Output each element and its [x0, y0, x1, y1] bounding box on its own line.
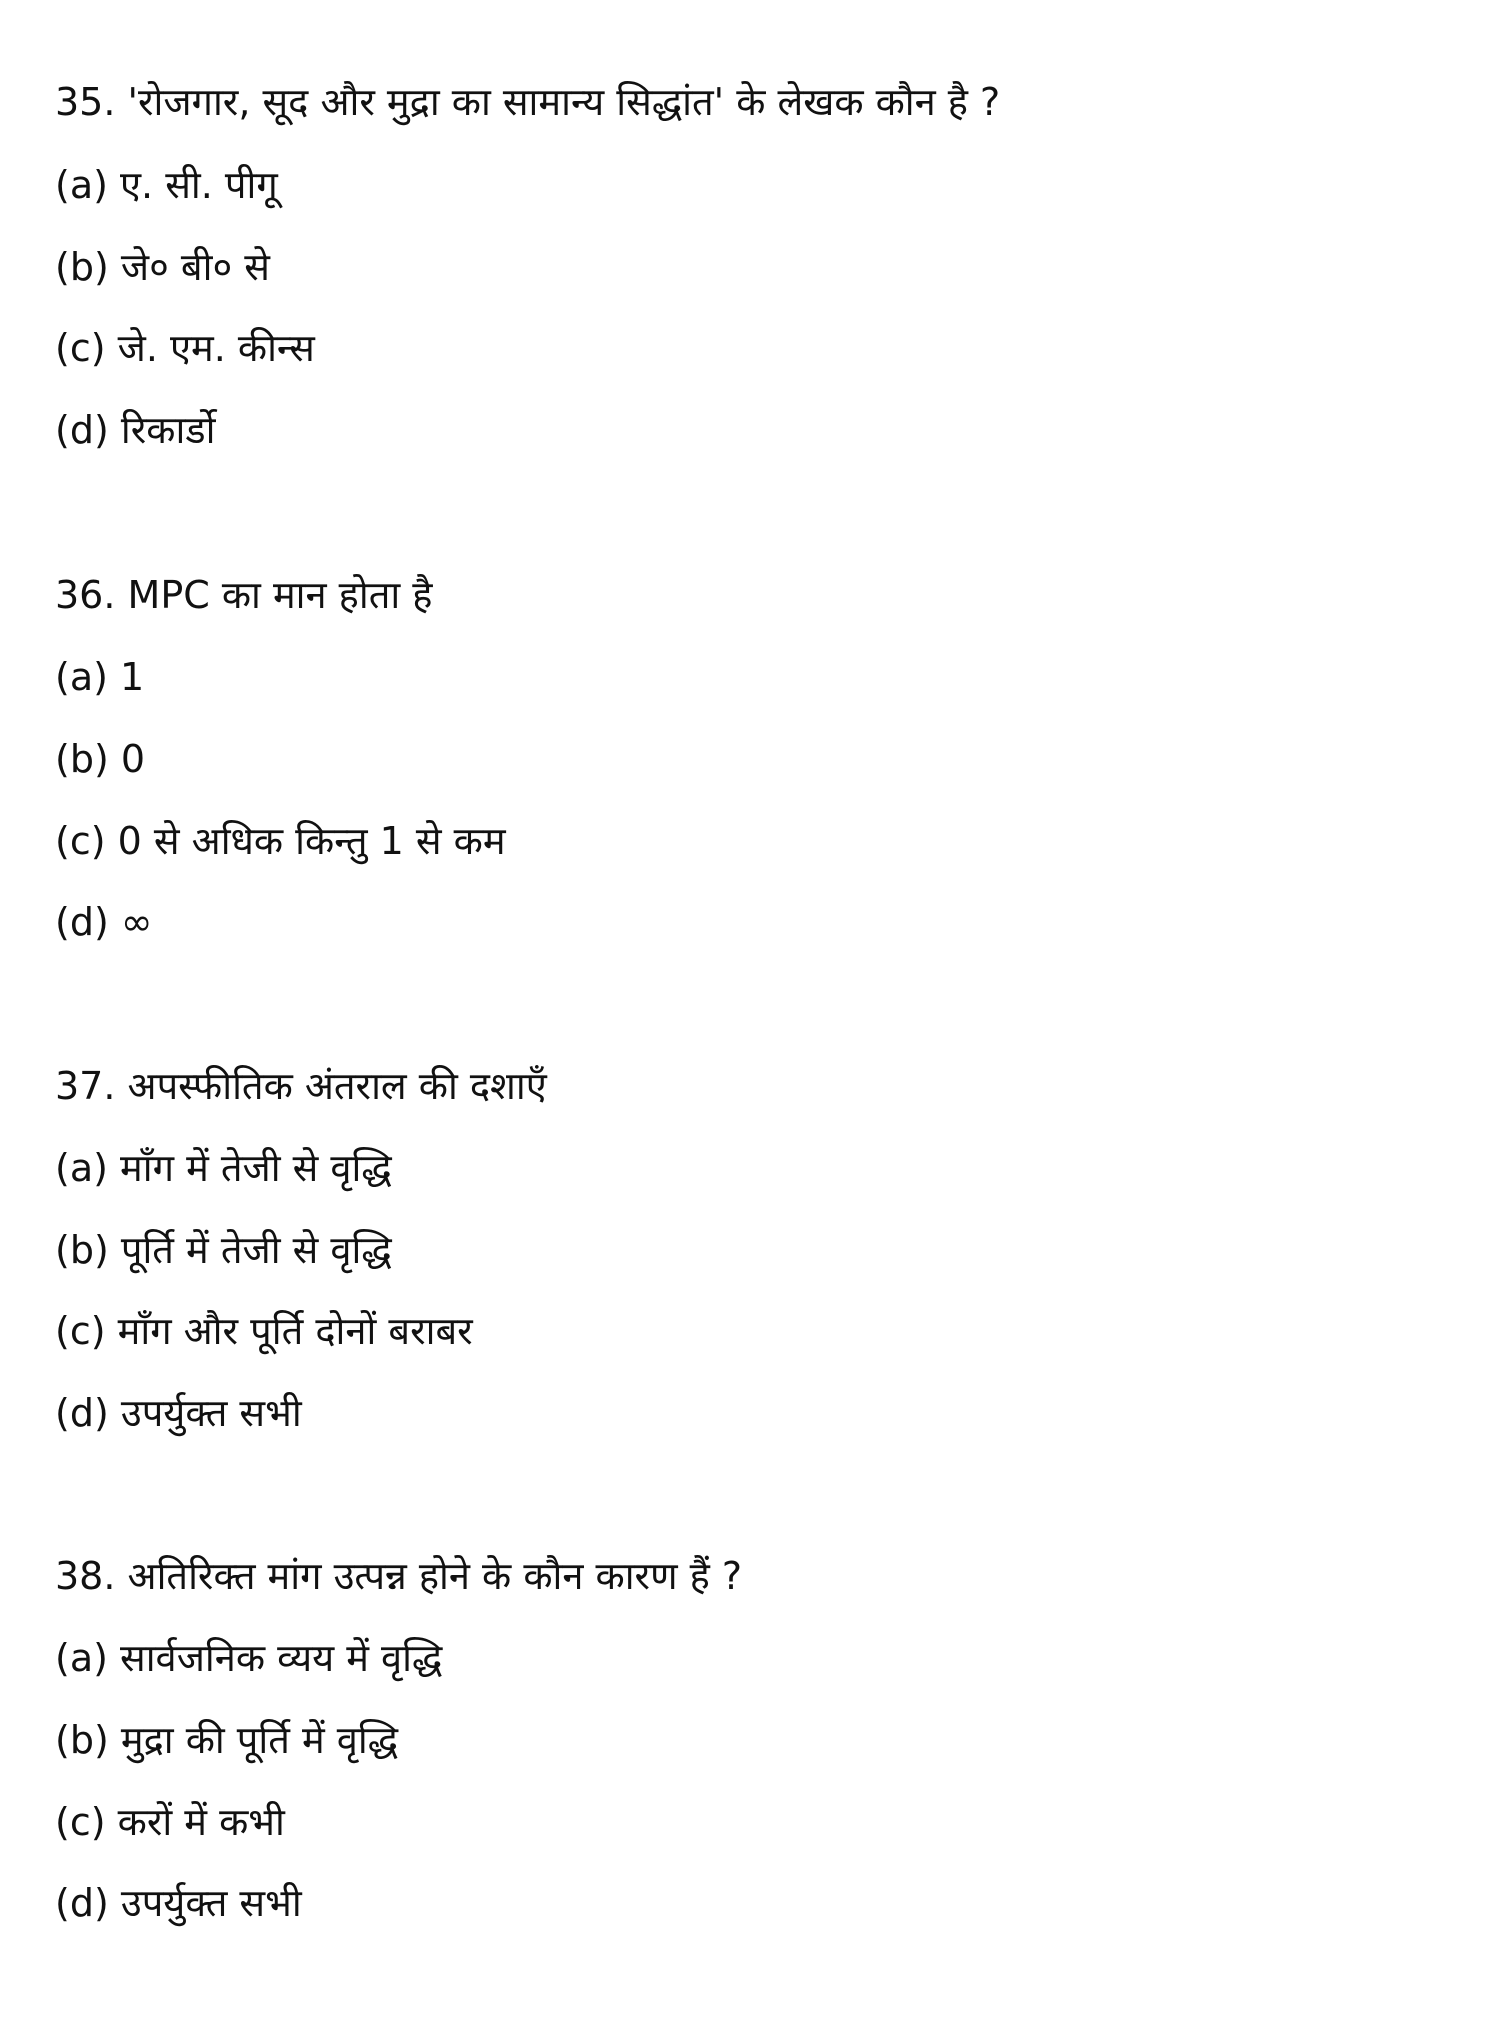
option-d — [55, 1383, 302, 1443]
question-number: 36. — [55, 573, 116, 617]
option-label: (a) — [55, 1146, 108, 1190]
option-text: 0 से अधिक किन्तु 1 से कम — [117, 819, 506, 863]
option-text: माँग और पूर्ति दोनों बराबर — [117, 1309, 473, 1353]
question-text: 'रोजगार, सूद और मुद्रा का सामान्य सिद्धांत' के लेखक कौन है ? — [127, 80, 1001, 124]
option-label: (b) — [55, 245, 109, 289]
option-label: (d) — [55, 1391, 109, 1435]
question-stem — [55, 565, 432, 625]
option-label: (b) — [55, 737, 109, 781]
option-label: (c) — [55, 1309, 106, 1353]
option-label: (b) — [55, 1228, 109, 1272]
option-a — [55, 1138, 392, 1198]
question-text: अतिरिक्त मांग उत्पन्न होने के कौन कारण हैं ? — [127, 1554, 743, 1598]
option-text: ∞ — [120, 900, 153, 944]
option-b — [55, 729, 145, 789]
question-number: 38. — [55, 1554, 116, 1598]
option-label: (c) — [55, 1800, 106, 1844]
option-label: (d) — [55, 1881, 109, 1925]
option-text: उपर्युक्त सभी — [120, 1881, 302, 1925]
option-b — [55, 1710, 398, 1770]
option-d — [55, 892, 153, 952]
question-stem — [55, 1056, 547, 1116]
option-b — [55, 1220, 392, 1280]
option-text: 1 — [120, 655, 145, 699]
option-c — [55, 1792, 285, 1852]
question-number: 35. — [55, 80, 116, 124]
question-text: अपस्फीतिक अंतराल की दशाएँ — [127, 1064, 547, 1108]
option-text: उपर्युक्त सभी — [120, 1391, 302, 1435]
option-label: (c) — [55, 326, 106, 370]
option-label: (c) — [55, 819, 106, 863]
option-text: पूर्ति में तेजी से वृद्धि — [120, 1228, 392, 1272]
option-text: 0 — [120, 737, 146, 781]
option-text: मुद्रा की पूर्ति में वृद्धि — [120, 1718, 399, 1762]
option-a — [55, 1628, 442, 1688]
option-d — [55, 400, 215, 460]
option-label: (d) — [55, 900, 109, 944]
option-text: करों में कभी — [117, 1800, 285, 1844]
option-text: माँग में तेजी से वृद्धि — [120, 1146, 392, 1190]
option-text: जे० बी० से — [120, 245, 270, 289]
option-label: (a) — [55, 163, 108, 207]
option-text: जे. एम. कीन्स — [117, 326, 315, 370]
option-d — [55, 1873, 302, 1933]
option-c — [55, 811, 506, 871]
question-number: 37. — [55, 1064, 116, 1108]
question-text: MPC का मान होता है — [127, 573, 433, 617]
option-label: (a) — [55, 655, 108, 699]
question-stem — [55, 72, 1000, 132]
option-text: ए. सी. पीगू — [120, 163, 278, 207]
option-c — [55, 318, 315, 378]
option-c — [55, 1301, 473, 1361]
option-a — [55, 155, 278, 215]
option-text: रिकार्डो — [120, 408, 216, 452]
option-label: (d) — [55, 408, 109, 452]
option-text: सार्वजनिक व्यय में वृद्धि — [120, 1636, 443, 1680]
question-stem — [55, 1546, 742, 1606]
option-label: (b) — [55, 1718, 109, 1762]
option-a — [55, 647, 144, 707]
option-b — [55, 237, 270, 297]
option-label: (a) — [55, 1636, 108, 1680]
